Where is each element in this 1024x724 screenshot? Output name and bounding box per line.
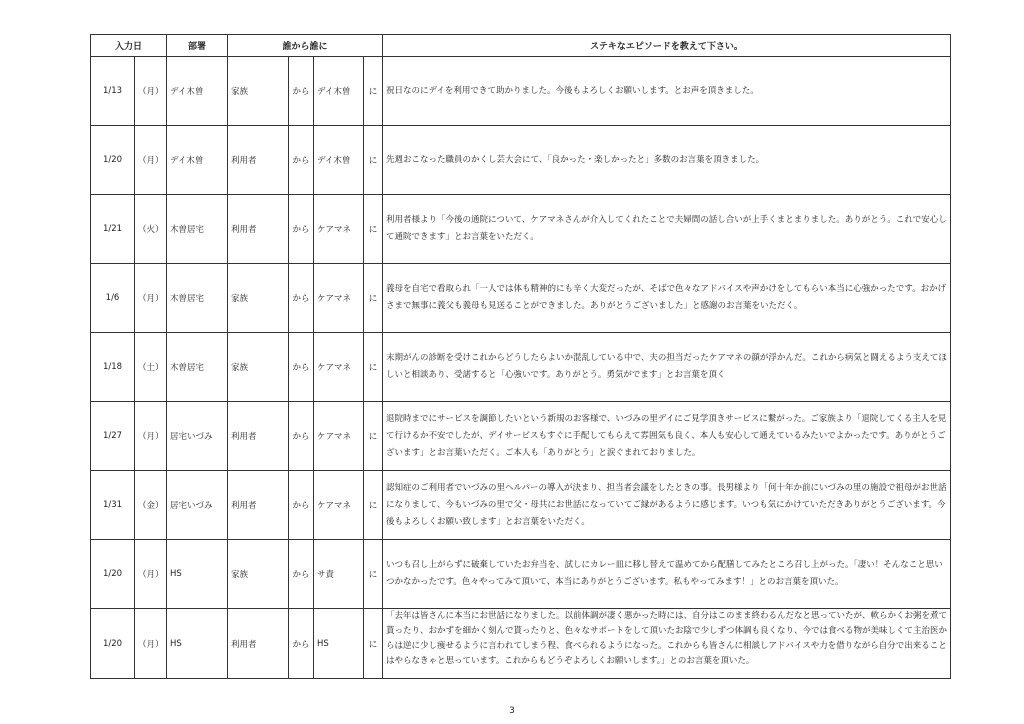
- from-particle: から: [289, 609, 314, 679]
- episode-text: 祝日なのにデイを利用できて助かりました。今後もよろしくお願いします。とお声を頂きました。: [383, 57, 951, 126]
- from-party: 家族: [228, 540, 289, 609]
- table-row: [91, 195, 951, 264]
- entry-date: 1/21: [91, 195, 135, 264]
- to-particle: に: [364, 471, 383, 540]
- episode-table: [90, 34, 951, 679]
- entry-date: 1/20: [91, 540, 135, 609]
- table-row: [91, 471, 951, 540]
- header-who: 誰から誰に: [228, 35, 383, 57]
- day-of-week: （月）: [135, 402, 167, 471]
- from-particle: から: [289, 57, 314, 126]
- table-row: [91, 126, 951, 195]
- from-party: 利用者: [228, 195, 289, 264]
- to-particle: に: [364, 57, 383, 126]
- to-particle: に: [364, 264, 383, 333]
- department: HS: [167, 609, 228, 679]
- entry-date: 1/27: [91, 402, 135, 471]
- department: デイ木曽: [167, 126, 228, 195]
- episode-text: 認知症のご利用者でいづみの里ヘルパーの導入が決まり、担当者会議をしたときの事。長男様より「何十年か前にいづみの里の施設で祖母がお世話になりまして、今もいづみの里で父・母共にお世話になっていてご縁があるように感じます。いつも気にかけていただきありがとうございます。今後もよろしくお願い致します」とお言葉をいただく。: [383, 471, 951, 540]
- department: デイ木曽: [167, 57, 228, 126]
- day-of-week: （月）: [135, 264, 167, 333]
- from-particle: から: [289, 126, 314, 195]
- to-party: サ責: [314, 540, 364, 609]
- to-party: ケアマネ: [314, 402, 364, 471]
- from-particle: から: [289, 540, 314, 609]
- to-particle: に: [364, 402, 383, 471]
- to-party: HS: [314, 609, 364, 679]
- episode-text: いつも召し上がらずに破棄していたお弁当を、試しにカレー皿に移し替えて温めてから配膳してみたところ召し上がった。「凄い！そんなこと思いつかなかったです。色々やってみて頂いて、本当にありがとうございます。私もやってみます！」とのお言葉を頂いた。: [383, 540, 951, 609]
- from-party: 家族: [228, 57, 289, 126]
- from-party: 家族: [228, 264, 289, 333]
- to-party: ケアマネ: [314, 195, 364, 264]
- day-of-week: （月）: [135, 609, 167, 679]
- from-particle: から: [289, 195, 314, 264]
- header-row: [91, 35, 951, 57]
- from-particle: から: [289, 333, 314, 402]
- department: 居宅いづみ: [167, 402, 228, 471]
- entry-date: 1/13: [91, 57, 135, 126]
- episode-text: 「去年は皆さんに本当にお世話になりました。以前体調が凄く悪かった時には、自分はこのまま終わるんだなと思っていたが、軟らかくお粥を煮て貰ったり、おかずを細かく刻んで貰ったりと、色々なサポートをして頂いたお陰で少しずつ体調も良くなり、今では食べる物が美味しくて主治医からは逆に少し痩せるように言われてしまう程、食べられるようになった。これからも皆さんに相談しアドバイスや力を借りながら自分で出来ることはやらなきゃと思っています。これからもどうぞよろしくお願いします。」とのお言葉を頂いた。: [383, 609, 951, 679]
- day-of-week: （火）: [135, 195, 167, 264]
- page-number: 3: [509, 706, 515, 716]
- department: HS: [167, 540, 228, 609]
- from-party: 利用者: [228, 126, 289, 195]
- table-row: [91, 609, 951, 679]
- department: 木曽居宅: [167, 333, 228, 402]
- header-episode: ステキなエピソードを教えて下さい。: [383, 35, 951, 57]
- entry-date: 1/20: [91, 126, 135, 195]
- from-particle: から: [289, 264, 314, 333]
- day-of-week: （月）: [135, 57, 167, 126]
- episode-text: 義母を自宅で看取られ「一人では体も精神的にも辛く大変だったが、そばで色々なアドバイスや声かけをしてもらい本当に心強かったです。おかげさまで無事に義父も義母も見送ることができました。ありがとうございました」と感謝のお言葉をいただく。: [383, 264, 951, 333]
- to-particle: に: [364, 609, 383, 679]
- day-of-week: （金）: [135, 471, 167, 540]
- table-row: [91, 402, 951, 471]
- from-party: 利用者: [228, 402, 289, 471]
- entry-date: 1/6: [91, 264, 135, 333]
- to-party: ケアマネ: [314, 471, 364, 540]
- to-party: ケアマネ: [314, 264, 364, 333]
- to-party: デイ木曽: [314, 57, 364, 126]
- entry-date: 1/18: [91, 333, 135, 402]
- entry-date: 1/31: [91, 471, 135, 540]
- header-dept: 部署: [167, 35, 228, 57]
- table-row: [91, 333, 951, 402]
- from-party: 家族: [228, 333, 289, 402]
- to-particle: に: [364, 540, 383, 609]
- from-party: 利用者: [228, 609, 289, 679]
- department: 木曽居宅: [167, 264, 228, 333]
- table-row: [91, 264, 951, 333]
- entry-date: 1/20: [91, 609, 135, 679]
- day-of-week: （月）: [135, 126, 167, 195]
- day-of-week: （土）: [135, 333, 167, 402]
- episode-text: 先週おこなった職員のかくし芸大会にて、「良かった・楽しかったと」多数のお言葉を頂きました。: [383, 126, 951, 195]
- header-date: 入力日: [91, 35, 167, 57]
- to-party: デイ木曽: [314, 126, 364, 195]
- from-particle: から: [289, 471, 314, 540]
- episode-text: 利用者様より「今後の通院について、ケアマネさんが介入してくれたことで夫婦間の話し合いが上手くまとまりました。ありがとう。これで安心して通院できます」とお言葉をいただく。: [383, 195, 951, 264]
- table-row: [91, 57, 951, 126]
- department: 居宅いづみ: [167, 471, 228, 540]
- from-particle: から: [289, 402, 314, 471]
- episode-text: 末期がんの診断を受けこれからどうしたらよいか混乱している中で、夫の担当だったケアマネの顔が浮かんだ。これから病気と闘えるよう支えてほしいと相談あり、受諾すると「心強いです。ありがとう。勇気がでます」とお言葉を頂く: [383, 333, 951, 402]
- day-of-week: （月）: [135, 540, 167, 609]
- to-particle: に: [364, 195, 383, 264]
- to-particle: に: [364, 333, 383, 402]
- to-particle: に: [364, 126, 383, 195]
- episode-text: 退院時までにサービスを調節したいという新規のお客様で、いづみの里デイにご見学頂きサービスに繋がった。ご家族より「退院してくる主人を見て行けるか不安でしたが、デイサービスもすぐに手配してもらえて雰囲気も良く、本人も安心して通えているみたいでよかったです。ありがとうございます」とお言葉いただく。ご本人も「ありがとう」と涙ぐまれておりました。: [383, 402, 951, 471]
- department: 木曽居宅: [167, 195, 228, 264]
- from-party: 利用者: [228, 471, 289, 540]
- table-row: [91, 540, 951, 609]
- to-party: ケアマネ: [314, 333, 364, 402]
